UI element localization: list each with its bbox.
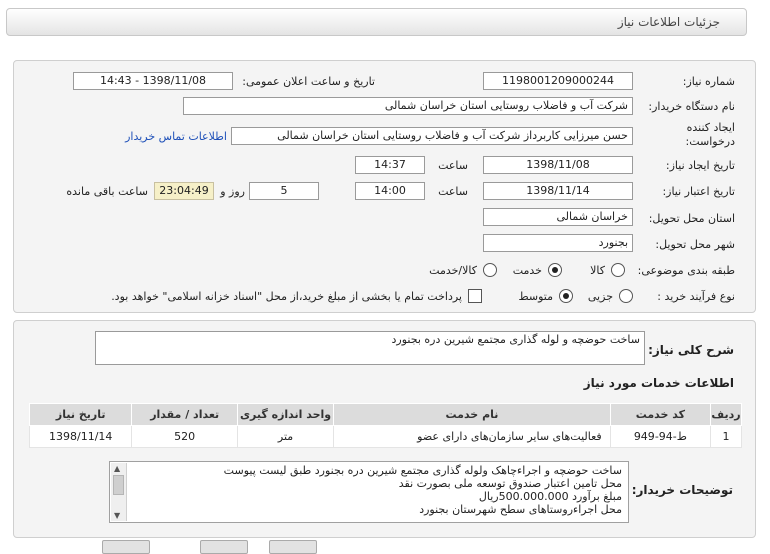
category-option-goods-service: کالا/خدمت — [429, 264, 477, 277]
announce-label: تاریخ و ساعت اعلان عمومی: — [242, 75, 375, 88]
action-button[interactable] — [269, 540, 317, 554]
process-option-medium: متوسط — [518, 290, 553, 303]
category-option-goods: کالا — [590, 264, 605, 277]
buyer-label: نام دستگاه خریدار: — [648, 100, 735, 113]
cell-service-name: فعالیت‌های سایر سازمان‌های دارای عضو — [334, 426, 611, 448]
services-table — [29, 403, 742, 448]
buyer-notes-line: محل تامین اعتبار صندوق توسعه ملی بصورت نقد — [398, 477, 622, 490]
category-radio-goods-service[interactable] — [483, 263, 497, 277]
creator-label: ایجاد کننده درخواست: — [685, 121, 735, 148]
category-option-service: خدمت — [512, 264, 542, 277]
province-label: استان محل تحویل: — [648, 212, 735, 225]
validity-date-label: تاریخ اعتبار نیاز: — [662, 185, 735, 198]
days-field: 5 — [249, 182, 319, 200]
process-radio-minor[interactable] — [619, 289, 633, 303]
notes-scrollbar[interactable] — [111, 463, 127, 521]
treasury-payment-note: پرداخت تمام یا بخشی از مبلغ خرید،از محل "اسناد خزانه اسلامی" خواهد بود. — [111, 290, 462, 303]
cell-unit: متر — [237, 426, 333, 448]
process-label: نوع فرآیند خرید : — [657, 290, 735, 303]
create-time-field: 14:37 — [355, 156, 425, 174]
city-label: شهر محل تحویل: — [655, 238, 735, 251]
col-quantity: تعداد / مقدار — [132, 404, 237, 426]
treasury-payment-checkbox[interactable] — [468, 289, 482, 303]
buyer-notes-line: ساخت حوضچه و اجراءچاهک ولوله گذاری مجتمع شیرین دره بجنورد طبق لیست پیوست — [223, 464, 622, 477]
category-radio-goods[interactable] — [611, 263, 625, 277]
announce-field: 1398/11/08 - 14:43 — [73, 72, 233, 90]
buyer-notes-line: مبلغ برآورد 500.000.000ریال — [478, 490, 622, 503]
action-button[interactable] — [200, 540, 248, 554]
page-title: جزئیات اطلاعات نیاز — [617, 15, 720, 29]
buyer-notes-textarea[interactable] — [109, 461, 629, 523]
summary-label: شرح کلی نیاز: — [648, 343, 734, 357]
col-need-date: تاریخ نیاز — [30, 404, 132, 426]
services-section-title: اطلاعات خدمات مورد نیاز — [583, 376, 734, 390]
col-row: ردیف — [711, 404, 742, 426]
scroll-up-icon[interactable]: ▲ — [114, 464, 121, 473]
validity-time-field: 14:00 — [355, 182, 425, 200]
create-date-field: 1398/11/08 — [483, 156, 633, 174]
process-option-minor: جزیی — [587, 290, 613, 303]
create-time-label: ساعت — [438, 159, 468, 172]
city-field: بجنورد — [483, 234, 633, 252]
days-label: روز و — [220, 185, 245, 198]
category-label: طبقه بندی موضوعی: — [637, 264, 735, 277]
scroll-thumb[interactable] — [113, 475, 124, 495]
buyer-field: شرکت آب و فاضلاب روستایی استان خراسان شمالی — [183, 97, 633, 115]
action-button[interactable] — [102, 540, 150, 554]
remaining-label: ساعت باقی مانده — [66, 185, 148, 198]
col-service-name: نام خدمت — [334, 404, 611, 426]
validity-time-label: ساعت — [438, 185, 468, 198]
validity-date-field: 1398/11/14 — [483, 182, 633, 200]
process-radio-medium[interactable] — [559, 289, 573, 303]
remaining-timer: 23:04:49 — [154, 182, 214, 200]
cell-service-code: ط-94-949 — [610, 426, 710, 448]
scroll-down-icon[interactable]: ▼ — [114, 511, 121, 520]
cell-need-date: 1398/11/14 — [30, 426, 132, 448]
page-header — [6, 8, 747, 36]
create-date-label: تاریخ ایجاد نیاز: — [665, 159, 735, 172]
buyer-contact-link[interactable]: اطلاعات تماس خریدار — [125, 130, 227, 143]
buyer-notes-label: توضیحات خریدار: — [631, 483, 733, 497]
services-panel — [13, 320, 756, 538]
need-number-label: شماره نیاز: — [682, 75, 735, 88]
col-service-code: کد خدمت — [610, 404, 710, 426]
buyer-notes-line: محل اجراءروستاهای سطح شهرستان بجنورد — [419, 503, 622, 516]
cell-row: 1 — [711, 426, 742, 448]
category-radio-service[interactable] — [548, 263, 562, 277]
province-field: خراسان شمالی — [483, 208, 633, 226]
need-number-field: 1198001209000244 — [483, 72, 633, 90]
cell-quantity: 520 — [132, 426, 237, 448]
creator-field: حسن میرزایی کاربرداز شرکت آب و فاضلاب روستایی استان خراسان شمالی — [231, 127, 633, 145]
need-info-panel — [13, 60, 756, 313]
col-unit: واحد اندازه گیری — [237, 404, 333, 426]
summary-field: ساخت حوضچه و لوله گذاری مجتمع شیرین دره بجنورد — [95, 331, 645, 365]
table-row — [30, 426, 742, 448]
